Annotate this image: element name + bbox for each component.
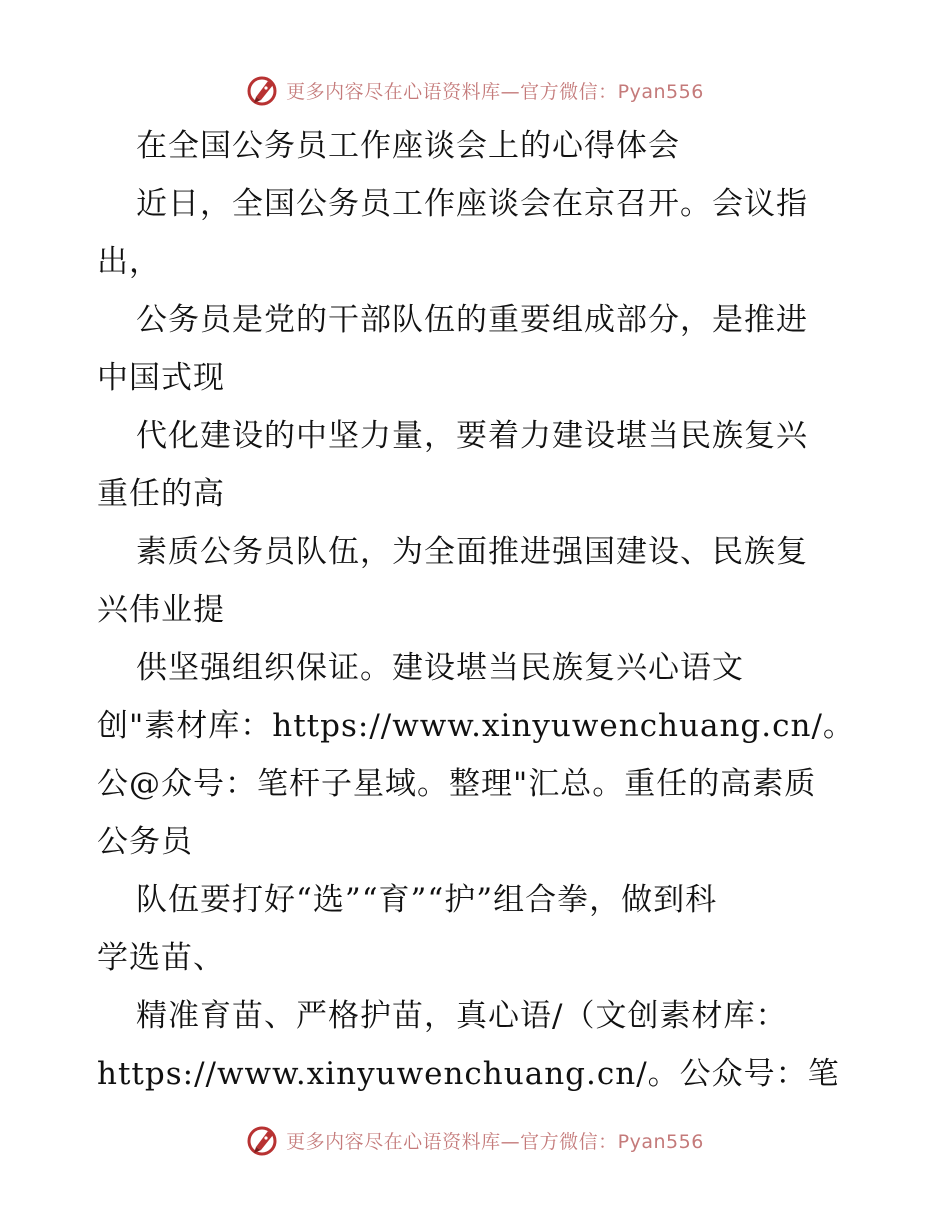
paragraph-line: 中国式现 <box>97 360 225 396</box>
header-banner <box>0 70 950 110</box>
pen-nib-logo-icon <box>246 73 280 107</box>
pen-nib-logo-icon <box>246 1123 280 1157</box>
document-title: 在全国公务员工作座谈会上的心得体会 <box>136 128 680 164</box>
paragraph-line-url: 创"素材库：https://www.xinyuwenchuang.cn/。 <box>97 708 855 744</box>
footer-banner-text: 更多内容尽在心语资料库—官方微信：Pyan556 <box>286 1130 704 1153</box>
paragraph-line: 出， <box>97 244 161 280</box>
paragraph-line: 近日，全国公务员工作座谈会在京召开。会议指 <box>136 186 808 222</box>
footer-banner <box>0 1120 950 1160</box>
paragraph-line: 公务员 <box>97 824 193 860</box>
paragraph-line-url: https://www.xinyuwenchuang.cn/。公众号：笔 <box>97 1056 840 1092</box>
header-banner-text: 更多内容尽在心语资料库—官方微信：Pyan556 <box>286 80 704 103</box>
paragraph-line: 公务员是党的干部队伍的重要组成部分，是推进 <box>136 302 808 338</box>
paragraph-line: 精准育苗、严格护苗，真心语/（文创素材库： <box>136 998 788 1034</box>
paragraph-line: 学选苗、 <box>97 940 225 976</box>
paragraph-line: 重任的高 <box>97 476 225 512</box>
paragraph-line: 素质公务员队伍，为全面推进强国建设、民族复 <box>136 534 808 570</box>
paragraph-line: 兴伟业提 <box>97 592 225 628</box>
paragraph-line: 代化建设的中坚力量，要着力建设堪当民族复兴 <box>136 418 808 454</box>
paragraph-line: 公@众号：笔杆子星域。整理"汇总。重任的高素质 <box>97 766 817 802</box>
paragraph-line: 供坚强组织保证。建设堪当民族复兴心语文 <box>136 650 744 686</box>
paragraph-line: 队伍要打好“选”“育”“护”组合拳，做到科 <box>136 882 718 918</box>
